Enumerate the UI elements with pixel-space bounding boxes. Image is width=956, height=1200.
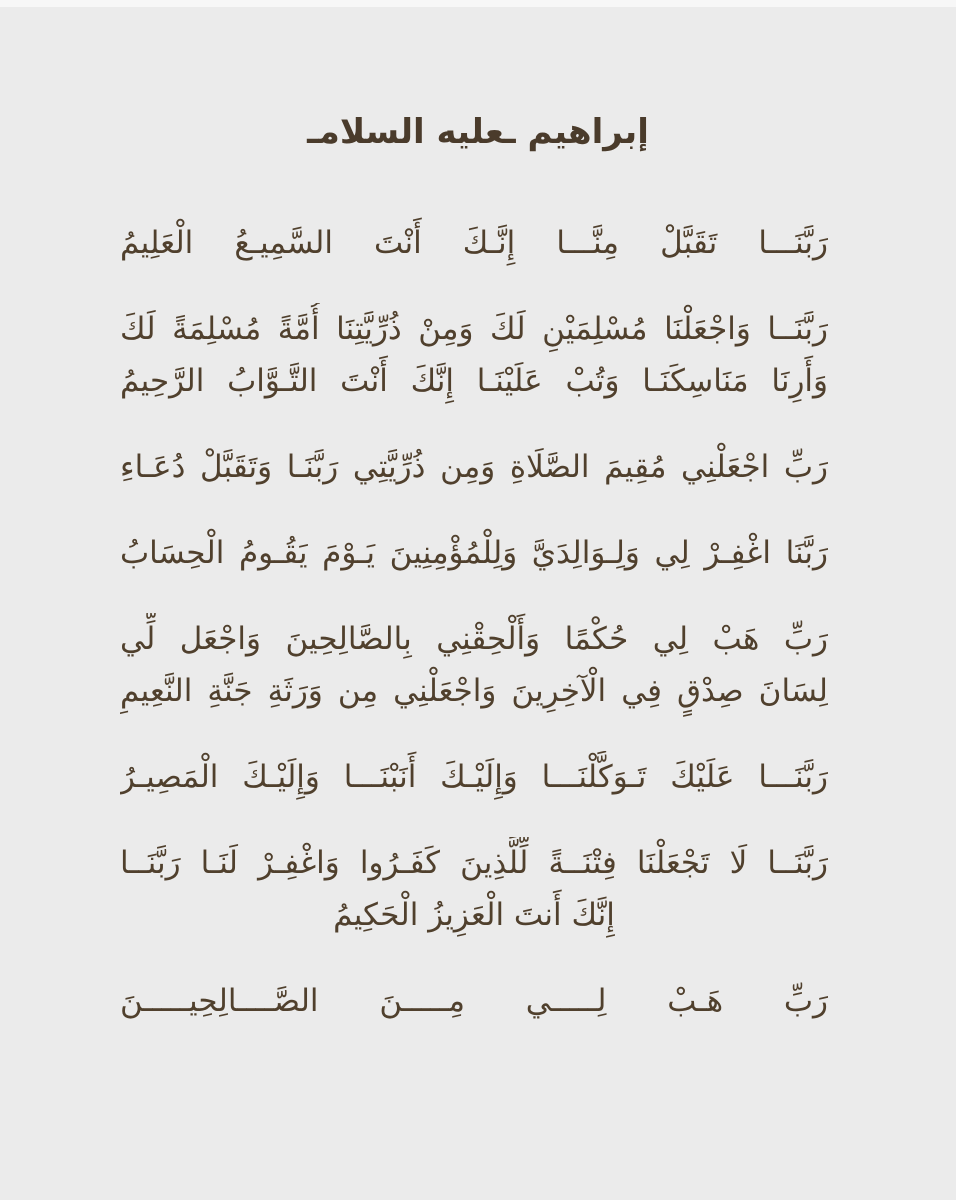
verse-7: [120, 837, 828, 941]
verse-line: رَبَّنَـــا عَلَيْكَ تَـوَكَّلْنَـــا وَإِلَيْـكَ أَنَبْنَـــا وَإِلَيْـكَ الْمَصِيـرُ: [120, 759, 828, 795]
verse-line: رَبِّ هَـبْ لِـــــي مِـــــنَ الصَّــــالِحِيـــــنَ: [120, 983, 828, 1019]
verse-line: رَبَّنَــا وَاجْعَلْنَا مُسْلِمَيْنِ لَكَ وَمِنْ ذُرِّيَّتِنَا أُمَّةً مُسْلِمَةً لَكَ: [120, 311, 828, 347]
verse-1: [120, 217, 828, 269]
verse-line: وَأَرِنَا مَنَاسِكَنَـا وَتُبْ عَلَيْنَـا إِنَّكَ أَنْتَ التَّـوَّابُ الرَّحِيمُ: [120, 363, 828, 399]
verse-3: [120, 441, 828, 493]
verse-line: إِنَّكَ أَنتَ الْعَزِيزُ الْحَكِيمُ: [333, 897, 615, 933]
verse-2: [120, 303, 828, 407]
page-title: إبراهيم ـعليه السلامـ: [307, 112, 649, 152]
poster-page: [0, 7, 956, 1200]
verse-4: [120, 527, 828, 579]
verse-line: رَبِّ هَبْ لِي حُكْمًا وَأَلْحِقْنِي بِالصَّالِحِينَ وَاجْعَل لِّي: [120, 621, 828, 657]
verse-8: [120, 975, 828, 1027]
verse-5: [120, 613, 828, 717]
verse-line: رَبَّنَا اغْفِـرْ لِي وَلِـوَالِدَيَّ وَلِلْمُؤْمِنِينَ يَـوْمَ يَقُـومُ الْحِسَابُ: [120, 535, 828, 571]
verse-line: رَبَّنَـــا تَقَبَّلْ مِنَّـــا إِنَّـكَ أَنْتَ السَّمِيـعُ الْعَلِيمُ: [120, 225, 828, 261]
verse-line: لِسَانَ صِدْقٍ فِي الْآخِرِينَ وَاجْعَلْنِي مِن وَرَثَةِ جَنَّةِ النَّعِيمِ: [120, 673, 828, 709]
verse-line: رَبِّ اجْعَلْنِي مُقِيمَ الصَّلَاةِ وَمِن ذُرِّيَّتِي رَبَّنَـا وَتَقَبَّلْ دُعَـاءِ: [120, 449, 828, 485]
top-edge-strip: [0, 0, 956, 7]
verse-list: [120, 217, 828, 1061]
verse-6: [120, 751, 828, 803]
verse-line: رَبَّنَــا لَا تَجْعَلْنَا فِتْنَــةً لِّلَّذِينَ كَفَـرُوا وَاغْفِـرْ لَنَـا رَبَّنَــا: [120, 845, 828, 881]
